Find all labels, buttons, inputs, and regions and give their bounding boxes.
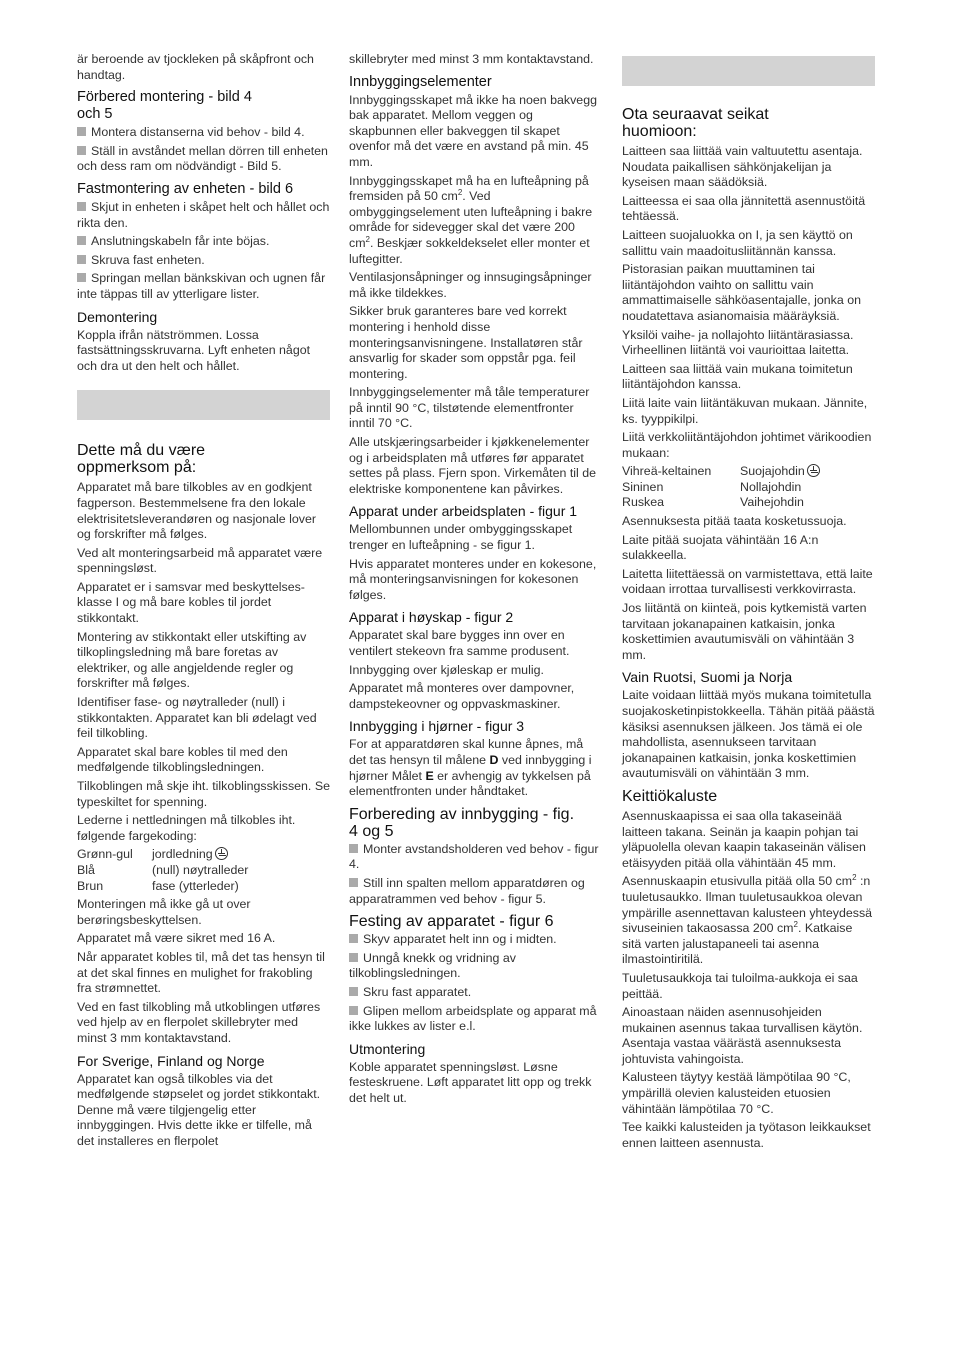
section-heading: Dette må du være oppmerksom på: (77, 442, 206, 477)
paragraph: Tilkoblingen må skje iht. tilkoblingsskissen. Se typeskiltet for spenning. (77, 779, 330, 809)
paragraph: Sikker bruk garanteres bare ved korrekt montering i henhold disse monteringsanvisningene. Installatøren står ansvarlig for skader som oppstår pga. feil montering. (349, 304, 583, 381)
paragraph: är beroende av tjockleken på skåpfront och handtag. (77, 52, 314, 82)
paragraph: Liitä verkkoliitäntäjohdon johtimet värikoodien mukaan: (622, 430, 872, 460)
bullet-square-icon (349, 934, 358, 943)
section-heading: Ota seuraavat seikat huomioon: (622, 106, 769, 140)
section-heading: Utmontering (349, 1040, 426, 1057)
paragraph: Yksilöi vaihe- ja nollajohto liitäntärasiassa. Virheellinen liitäntä voi vaurioittaa laitetta. (622, 327, 854, 358)
paragraph: Ventilasjonsåpninger og innsugingsåpninger må ikke tildekkes. (349, 270, 592, 300)
paragraph: Apparatet skal bare bygges inn over en ventilert stekeovn fra samme produsent. (349, 628, 570, 658)
list-item: Springan mellan bänkskivan och ugnen får inte täppas till av ytterligare lister. (77, 271, 326, 301)
paragraph: Innbygging over kjøleskap er mulig. (349, 662, 544, 677)
color-code-table (622, 464, 820, 511)
paragraph: Laitteessa ei saa olla jännitettä asennustöitä tehtäessä. (622, 193, 866, 224)
bullet-square-icon (77, 273, 86, 282)
table-row: Brun fase (ytterleder) (77, 878, 239, 893)
paragraph: Identifiser fase- og nøytralleder (null) i stikkontakten. Apparatet kan bli ødelagt ved feil tilkobling. (77, 695, 317, 741)
section-heading: Fastmontering av enheten - bild 6 (77, 180, 294, 197)
paragraph: Laitteen saa liittää vain valtuutettu asentaja. Noudata paikallisen sähkönjakelijan ja kyseisen maan säädöksiä. (622, 144, 863, 190)
paragraph: Koppla ifrån nätströmmen. Lossa fastsättningsskruvarna. Lyft enheten något och dra ut den helt och hållet. (77, 327, 311, 373)
bullet-square-icon (77, 146, 86, 155)
paragraph: skillebryter med minst 3 mm kontaktavstand. (349, 52, 594, 66)
paragraph: Asennuksesta pitää taata kosketussuoja. (622, 514, 847, 529)
table-row: Ruskea Vaihejohdin (622, 495, 804, 510)
column-2 (349, 52, 602, 1109)
paragraph: Ved en fast tilkobling må utkoblingen utføres ved hjelp av en flerpolet skillebryter med minst 3 mm kontaktavstand. (77, 999, 321, 1045)
paragraph: Laitetta liitettäessä on varmistettava, että laite voidaan irrottaa turvallisesti verkkovirrasta. (622, 566, 873, 597)
bullet-square-icon (349, 987, 358, 996)
paragraph: Mellombunnen under ombyggingsskapet trenger en lufteåpning - se figur 1. (349, 522, 573, 553)
paragraph: Innbyggingsskapet må ikke ha noen bakvegg bak apparatet. Mellom veggen og skapbunnen eller bakveggen til skapet ovenfor må det være en avstand på min. 45 mm. (349, 92, 597, 169)
section-heading: Demontering (77, 308, 158, 325)
paragraph: Alle utskjæringsarbeider i kjøkkenelementer og i arbeidsplaten må utføres før apparatet settes på plass. Fjern spon. Virkemåten til de elektriske komponentene kan påvirkes. (349, 435, 597, 496)
paragraph: Innbyggingselementer må tåle temperaturer på inntil 90 °C, tilstøtende elementfronter inntil 70 °C. (349, 385, 590, 431)
paragraph: Apparatet må bare tilkobles av en godkjent fagperson. Bestemmelsene fra den lokale elektrisitetsleverandøren og nasjonale lover og forskrifter må følges. (77, 480, 316, 542)
paragraph: Laitteen suojaluokka on I, ja sen käyttö on sallittu vain maadoitusliitännän kanssa. (622, 227, 853, 258)
bullet-square-icon (77, 236, 86, 245)
paragraph: Apparatet kan også tilkobles via det medfølgende støpselet og jordet stikkontakt. Denne må være tilgjengelig etter innbyggingen. Hvis dette ikke er tilfelle, må det installeres en flerpolet (77, 1071, 321, 1148)
paragraph: Monteringen må ikke gå ut over berøringsbeskyttelsen. (77, 897, 251, 927)
bullet-square-icon (349, 844, 358, 853)
paragraph: Laite voidaan liittää myös mukana toimitetulla suojakosketinpistokkeella. Tähän pitää päästä käsiksi asennuksen jälkeen. Jos tämä ei ole mahdollista, asennukseen tarvitaan jokanapainen katkaisin, jonka koskettimien avautumisväli on vähintään 3 mm. (622, 688, 875, 781)
paragraph: Laite pitää suojata vähintään 16 A:n sulakkeella. (622, 532, 819, 563)
column-1 (77, 52, 330, 1152)
section-heading: Apparat i høyskap - figur 2 (349, 609, 514, 626)
paragraph: Når apparatet kobles til, må det tas hensyn til at det skal finnes en mulighet for frakobling fra strømnettet. (77, 949, 325, 996)
bullet-square-icon (77, 202, 86, 211)
paragraph: For at apparatdøren skal kunne åpnes, må det tas hensyn til målene D ved innbygging i hjørner Målet E er avhengig av tykkelsen på elementfronten under håndtaket. (349, 737, 592, 799)
bullet-square-icon (77, 255, 86, 264)
table-row: Sininen Nollajohdin (622, 479, 802, 494)
paragraph: Innbyggingsskapet må ha en lufteåpning på fremsiden på 50 $cm^2$. Ved ombyggingselement uten lufteåpning i bakre område for sidevegger skal det være 200 $cm^2$. Beskjær sokkeldekselet eller monter et luftegitter. (349, 173, 593, 266)
paragraph: Apparatet må monteres over dampovner, dampstekeovner og oppvaskmaskiner. (349, 681, 575, 711)
list-item: Skruva fast enheten. (77, 253, 330, 269)
paragraph: Asennuskaapissa ei saa olla takaseinää laitteen takana. Seinän ja kaapin pohjan tai yläpuolella olevan kaapin takaseinän välisen etäisyyden pitää olla vähintään 45 mm. (622, 808, 866, 870)
section-bar (77, 390, 330, 420)
paragraph: Liitä laite vain liitäntäkuvan mukaan. Jännite, ks. tyyppikilpi. (622, 395, 868, 426)
bullet-square-icon (349, 878, 358, 887)
list-item: Ställ in avståndet mellan dörren till enheten och dess ram om nödvändigt - Bild 5. (77, 143, 328, 174)
section-heading: Festing av apparatet - figur 6 (349, 913, 554, 931)
section-heading: Innbygging i hjørner - figur 3 (349, 718, 525, 735)
section-heading: Apparat under arbeidsplaten - figur 1 (349, 503, 578, 520)
table-row: Blå (null) nøytralleder (77, 862, 249, 877)
paragraph: Apparatet er i samsvar med beskyttelses-klasse I og må bare kobles til jordet stikkontakt. (77, 579, 305, 626)
paragraph: Laitteen saa liittää vain mukana toimitetun liitäntäjohdon kanssa. (622, 361, 853, 392)
paragraph: Lederne i nettledningen må tilkobles iht. følgende fargekoding: (77, 813, 296, 843)
list-item: Glipen mellom arbeidsplate og apparat må ikke lukkes av lister e.l. (349, 1003, 597, 1034)
paragraph: Tuuletusaukkoja tai tuloilma-aukkoja ei saa peittää. (622, 970, 858, 1001)
section-heading: Vain Ruotsi, Suomi ja Norja (622, 669, 793, 686)
table-row: Grønn-gul jordledning (77, 847, 248, 863)
paragraph: Koble apparatet spenningsløst. Løsne festeskruene. Løft apparatet litt opp og trekk det helt ut. (349, 1059, 592, 1105)
list-item: Montera distanserna vid behov - bild 4. (77, 125, 330, 141)
section-heading: Keittiökaluste (622, 787, 718, 805)
section-heading: Förbered montering - bild 4 och 5 (77, 89, 252, 123)
paragraph: Jos liitäntä on kiinteä, pois kytkemistä varten tarvitaan jokanapainen katkaisin, jonka koskettimien avautumisväli on vähintään 3 mm. (622, 601, 867, 662)
color-code-table (77, 847, 248, 894)
ground-symbol-icon (215, 847, 228, 860)
section-heading: For Sverige, Finland og Norge (77, 1052, 265, 1069)
list-item: Monter avstandsholderen ved behov - figur 4. (349, 841, 599, 872)
bullet-square-icon (349, 1006, 358, 1015)
paragraph: Ved alt monteringsarbeid må apparatet være spenningsløst. (77, 545, 323, 576)
section-bar (622, 56, 875, 86)
column-3 (622, 52, 875, 1154)
paragraph: Apparatet skal bare kobles til med den medfølgende tilkoblingsledningen. (77, 744, 288, 775)
table-row: Vihreä-keltainen Suojajohdin (622, 464, 820, 480)
list-item: Still inn spalten mellom apparatdøren og apparatrammen ved behov - figur 5. (349, 875, 585, 906)
list-item: Skyv apparatet helt inn og i midten. (349, 932, 602, 948)
section-heading: Innbyggingselementer (349, 73, 492, 90)
paragraph: Hvis apparatet monteres under en kokesone, må monteringsanvisningen for kokesonen følges. (349, 556, 597, 602)
paragraph: Apparatet må være sikret med 16 A. (77, 931, 276, 946)
section-heading: Forbereding av innbygging - fig. 4 og 5 (349, 805, 575, 840)
ground-symbol-icon (807, 464, 820, 477)
list-item: Unngå knekk og vridning av tilkoblingsledningen. (349, 950, 516, 981)
bullet-square-icon (77, 127, 86, 136)
list-item: Skru fast apparatet. (349, 985, 602, 1001)
paragraph: Kalusteen täytyy kestää lämpötilaa 90 °C, ympärillä olevien kalusteiden etuosien vähintään lämpötilaa 70 °C. (622, 1070, 851, 1116)
paragraph: Montering av stikkontakt eller utskifting av tilkoplingsledning må bare foretas av elektriker, og alle angjeldende regler og forskrifter må følges. (77, 629, 307, 691)
paragraph: Pistorasian paikan muuttaminen tai liitäntäjohdon vaihto on sallittu vain ammattimaiselle sähköasentajalle, jonka on noudatettava asianomaisia määräyksiä. (622, 262, 861, 323)
bullet-square-icon (349, 953, 358, 962)
list-item: Anslutningskabeln får inte böjas. (77, 234, 330, 250)
paragraph: Ainoastaan näiden asennusohjeiden mukainen asennus takaa turvallisen käytön. Asentaja vastaa väärästä asennuksesta johtuvista vahingoista. (622, 1005, 863, 1066)
list-item: Skjut in enheten i skåpet helt och hållet och rikta den. (77, 199, 330, 230)
paragraph: Asennuskaapin etusivulla pitää olla 50 $cm^2$ :n tuuletusaukko. Ilman tuuletusaukkoa olevan ympärille asennettavan kalusteen yhteydessä sivuseinien takaosassa 200 $cm^2$. Katkaise sitä varten jalustapaneeli tai asenna ilmastointiritilä. (622, 873, 873, 967)
paragraph: Tee kaikki kalusteiden ja työtason leikkaukset ennen laitteen asennusta. (622, 1120, 871, 1150)
